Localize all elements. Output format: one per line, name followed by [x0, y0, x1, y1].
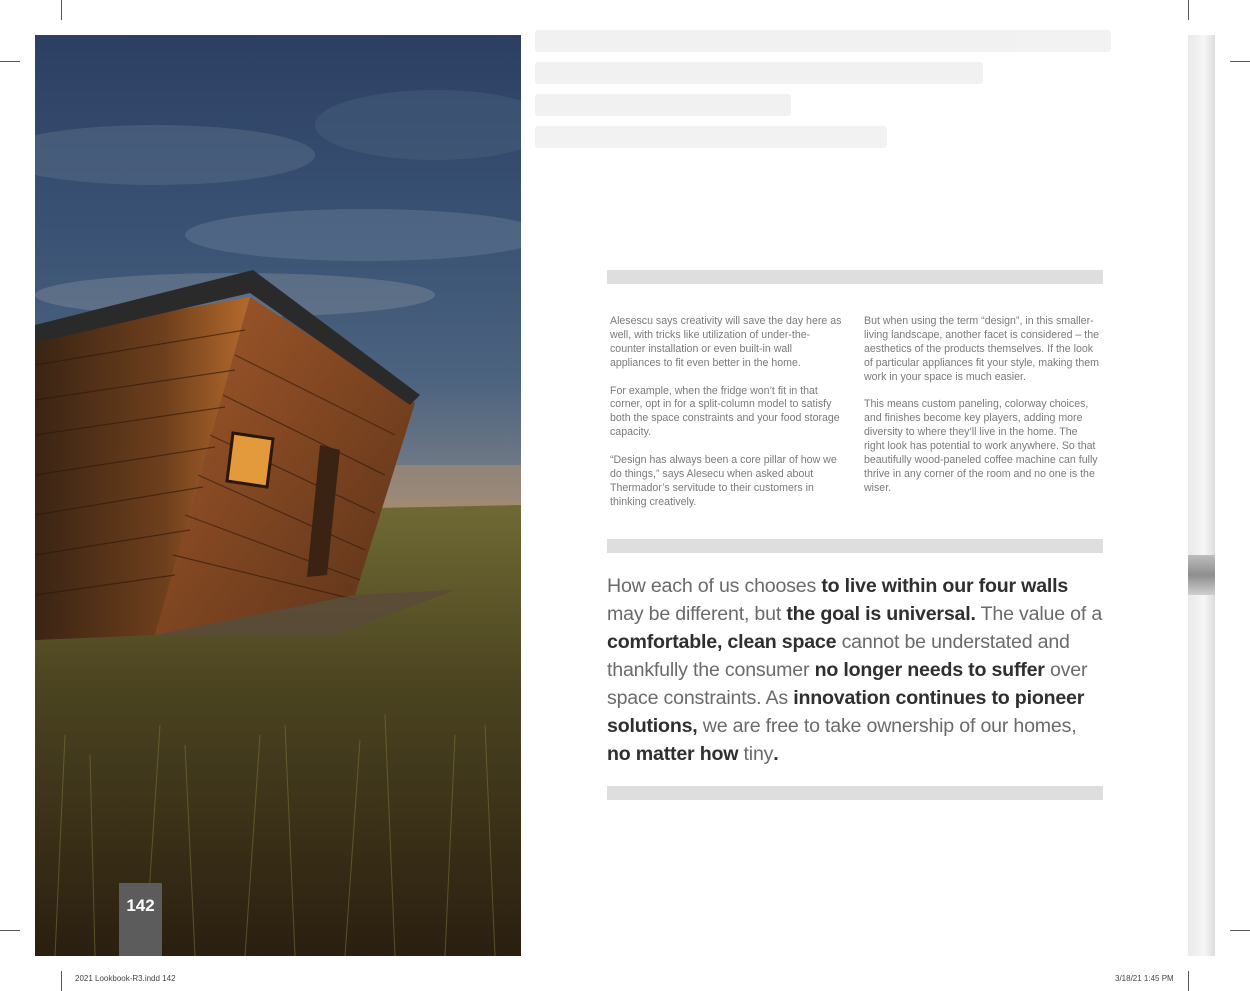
pull-quote-emphasis: the goal is universal. — [786, 603, 976, 625]
crop-mark — [1230, 61, 1250, 62]
crop-mark — [1188, 0, 1189, 20]
pull-quote-text: over space constraints. As — [607, 659, 1088, 709]
crop-mark — [1230, 930, 1250, 931]
pull-quote-emphasis: no longer needs to suffer — [814, 659, 1045, 681]
paragraph: Alesescu says creativity will save the day here as well, with tricks like utilization of under-the-counter installation or even built-in wall appliances to fit even better in the home. — [610, 315, 842, 369]
pull-quote-emphasis: . — [773, 743, 779, 765]
page-edge — [1188, 35, 1215, 956]
pull-quote-text: may be different, but — [607, 603, 787, 625]
pull-quote-emphasis: no matter how — [607, 743, 739, 765]
crop-mark — [61, 0, 62, 20]
paragraph: “Design has always been a core pillar of how we do things,” says Alesecu when asked about Thermador’s servitude to their customers in thinking creatively. — [610, 454, 837, 508]
paragraph: This means custom paneling, colorway choices, and finishes become key players, adding more diversity to where they’ll live in the home. The right look has potential to work anywhere. So that beautifully wood-paneled coffee machine can fully thrive in any corner of the room and no one is the wiser. — [864, 398, 1098, 494]
page-number: 142 — [126, 896, 155, 915]
show-through-text — [535, 20, 1175, 190]
crop-mark — [0, 930, 20, 931]
footer-file-info: 2021 Lookbook-R3.indd 142 — [75, 974, 176, 983]
divider-bar-middle — [607, 539, 1103, 553]
pull-quote-text: tiny — [738, 743, 774, 765]
divider-bar-bottom — [607, 786, 1103, 800]
pull-quote-emphasis: comfortable, clean space — [607, 631, 837, 653]
page-edge-shadow — [1188, 555, 1215, 595]
cabin-photo — [35, 35, 521, 956]
body-column-right — [864, 315, 1099, 510]
crop-mark — [61, 971, 62, 991]
divider-bar-top — [607, 270, 1103, 284]
crop-mark — [1188, 971, 1189, 991]
pull-quote — [607, 572, 1102, 768]
pull-quote-emphasis: to live within our four walls — [821, 575, 1069, 597]
pull-quote-emphasis: innovation continues to pioneer solutions, — [607, 687, 1085, 737]
pull-quote-text: The value of a — [975, 603, 1103, 625]
paragraph: But when using the term “design”, in this smaller-living landscape, another facet is considered – the aesthetics of the products themselves. If the look of particular appliances fit your style, making them work in your space is much easier. — [864, 315, 1099, 383]
crop-mark — [0, 61, 20, 62]
pull-quote-text: How each of us chooses — [607, 575, 822, 597]
page-number-badge — [119, 883, 162, 956]
footer-timestamp: 3/18/21 1:45 PM — [1115, 974, 1174, 983]
paragraph: For example, when the fridge won’t fit in that corner, opt in for a split-column model to satisfy both the space constraints and your food storage capacity. — [610, 384, 840, 439]
pull-quote-text: we are free to take ownership of our homes, — [697, 715, 1077, 737]
pull-quote-text: cannot be understated and thankfully the consumer — [607, 631, 1070, 681]
body-column-left — [610, 315, 845, 524]
